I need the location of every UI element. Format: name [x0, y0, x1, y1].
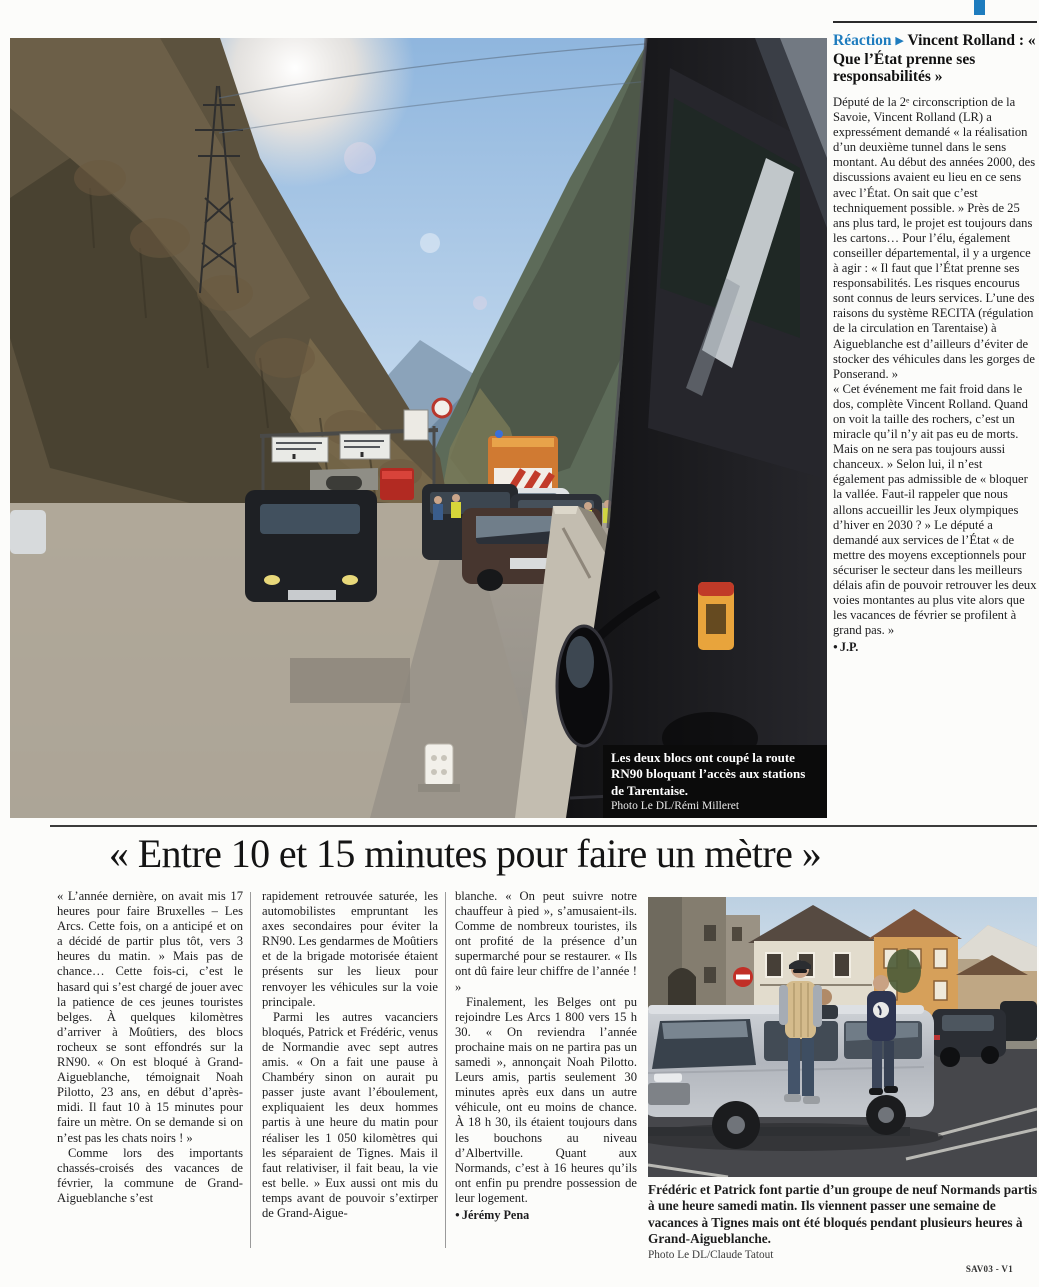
white-car-left [10, 510, 46, 554]
kicker-label: Réaction [833, 32, 892, 49]
main-photo [10, 38, 827, 818]
bullet-icon: ● [833, 642, 838, 652]
black-van [245, 490, 377, 602]
play-arrow-icon: ▶ [895, 35, 904, 47]
article-paragraph: blanche. « On peut suivre notre chauffeur à pied », s’amusaient-ils. Comme de nombreux touristes, ils ont profité de la présence d’un supermarché pour se restaurer. « Ils ont dû faire leur chiffre de l’année ! » [455, 889, 637, 994]
page-footer-code: SAV03 - V1 [965, 1264, 1013, 1274]
article-byline: ● Jérémy Pena [455, 1207, 530, 1222]
article-paragraph: « L’année dernière, on avait mis 17 heures pour faire Bruxelles – Les Arcs. Cette fois, on a anticipé et on a décidé de partir plus tôt, vers 3 heures du matin. » Mais pas de chance… Cette fois-ci, c’est le hasard qui s’est chargé de jouer avec la patience de ces jeunes touristes belges. À quelques kilomètres d’arriver à Moûtiers, des blocs rocheux se sont effondrés sur la RN90. « On est bloqué à Grand-Aigueblanche, témoignait Noah Pilotto, 23 ans, en début d’après-midi. Il faut 10 à 15 minutes pour faire un mètre. On se demande si on n’est pas les chats noirs ! » [57, 889, 243, 1145]
drain-grate [290, 658, 410, 703]
reaction-paragraph: « Cet événement me fait froid dans le dos, complète Vincent Rolland. Quand on voit la taille des rochers, c’est un miracle qu’il n’y ait pas eu de morts. Mais on ne sera pas toujours aussi chanceux. » Selon lui, il n’est également pas admissible de « bloquer la vallée. Faut-il rappeler que nous allons accueillir les Jeux olympiques d’hiver en 2030 ? » Le député a demandé aux services de l’État « de mettre des moyens exceptionnels pour sécuriser le secteur dans les meilleurs délais afin de pouvoir retrouver les deux voies montantes au plus vite alors que les vacances de février se profilent à grand pas. » [833, 381, 1037, 638]
article-headline: « Entre 10 et 15 minutes pour faire un mètre » [108, 831, 822, 876]
road-blocked-photo-illustration [10, 38, 827, 818]
bottom-photo-caption [648, 1182, 1039, 1262]
bottom-photo [648, 897, 1037, 1177]
reaction-sidebar [833, 21, 1037, 656]
article-paragraph: Parmi les autres vacanciers bloqués, Patrick et Frédéric, venus de Normandie avec sept autres amis. « On a fait une pause à Chambéry sinon on aurait pu passer juste avant l’éboulement, expliquaient les deux hommes partis à une heure du matin pour réaliser les 1 050 kilomètres qui les séparaient de Tignes. Mais il faut relativiser, il fait beau, la vie est belle. » Eux aussi ont mis du temps avant de pouvoir s’extirper de Grand-Aigue- [262, 1009, 438, 1220]
article-column-1 [57, 889, 243, 1206]
main-photo-caption [603, 745, 827, 819]
section-rule [833, 21, 1037, 23]
page-edition-mark [974, 0, 985, 15]
reaction-byline: ● J.P. [833, 640, 859, 655]
reaction-paragraph: Député de la 2ᵉ circonscription de la Savoie, Vincent Rolland (LR) a expressément demandé « la réalisation d’un deuxième tunnel dans le sens montant. Au début des années 2000, des discussions avaient eu lieu en ce sens avec l’État. On sait que c’est techniquement possible. » Près de 25 ans plus tard, le projet est toujours dans les cartons… Pour l’élu, également conseiller départemental, il y a urgence à agir : « Il faut que l’État prenne ses responsabilités. Les risques encourus sont connus de leurs services. L’une des raisons du système RECITA (régulation de la circulation en Tarentaise) à Aigueblanche est d’ailleurs d’éviter de stocker des véhicules dans les gorges de Ponserand. » [833, 95, 1036, 381]
no-entry-sign [733, 967, 753, 987]
reaction-title [833, 32, 1037, 85]
article-paragraph: Finalement, les Belges ont pu rejoindre Les Arcs 1 800 vers 15 h 30. « On reviendra l’année prochaine mais on ne partira pas un samedi », annonçait Noah Pilotto. Leurs amis, partis seulement 30 minutes après eux dans un autre véhicule, ont eu moins de chance. À 18 h 30, ils étaient toujours dans les bouchons au niveau d’Albertville. Quant aux Normands, c’est à 16 heures qu’ils ont enfin pu prendre possession de leur logement. [455, 994, 637, 1205]
article-paragraph: Comme lors des importants chassés-croisés des vacances de février, la commune de Grand-Aigueblanche s’est [57, 1145, 243, 1205]
reaction-headline: Vincent Rolland : « Que l’État prenne ses responsabilités » [833, 32, 1036, 85]
column-divider [250, 892, 251, 1248]
article-paragraph: rapidement retrouvée saturée, les automobilistes empruntant les axes secondaires pour éviter la RN90. Les gendarmes de Moûtiers et de la brigade motorisée étaient présents sur les lieux pour renvoyer les véhicules sur la voie principale. [262, 889, 438, 1009]
caption-text: Frédéric et Patrick font partie d’un groupe de neuf Normands partis à une heure samedi matin. Ils viennent passer une semaine de vacances à Tignes mais ont été bloqués pendant plusieurs heures à Grand-Aigueblanche. [648, 1182, 1038, 1246]
column-divider [445, 892, 446, 1248]
article-top-rule [50, 825, 1037, 827]
article-column-2 [262, 889, 438, 1221]
caption-text: Les deux blocs ont coupé la route RN90 bloquant l’accès aux stations de Tarentaise. [611, 749, 806, 798]
tourists-van-photo-illustration [648, 897, 1037, 1177]
photo-credit: Photo Le DL/Rémi Milleret [611, 800, 740, 812]
tree [887, 949, 921, 993]
article-column-3 [455, 889, 637, 1224]
bullet-icon: ● [455, 1209, 460, 1219]
photo-credit: Photo Le DL/Claude Tatout [648, 1249, 774, 1262]
